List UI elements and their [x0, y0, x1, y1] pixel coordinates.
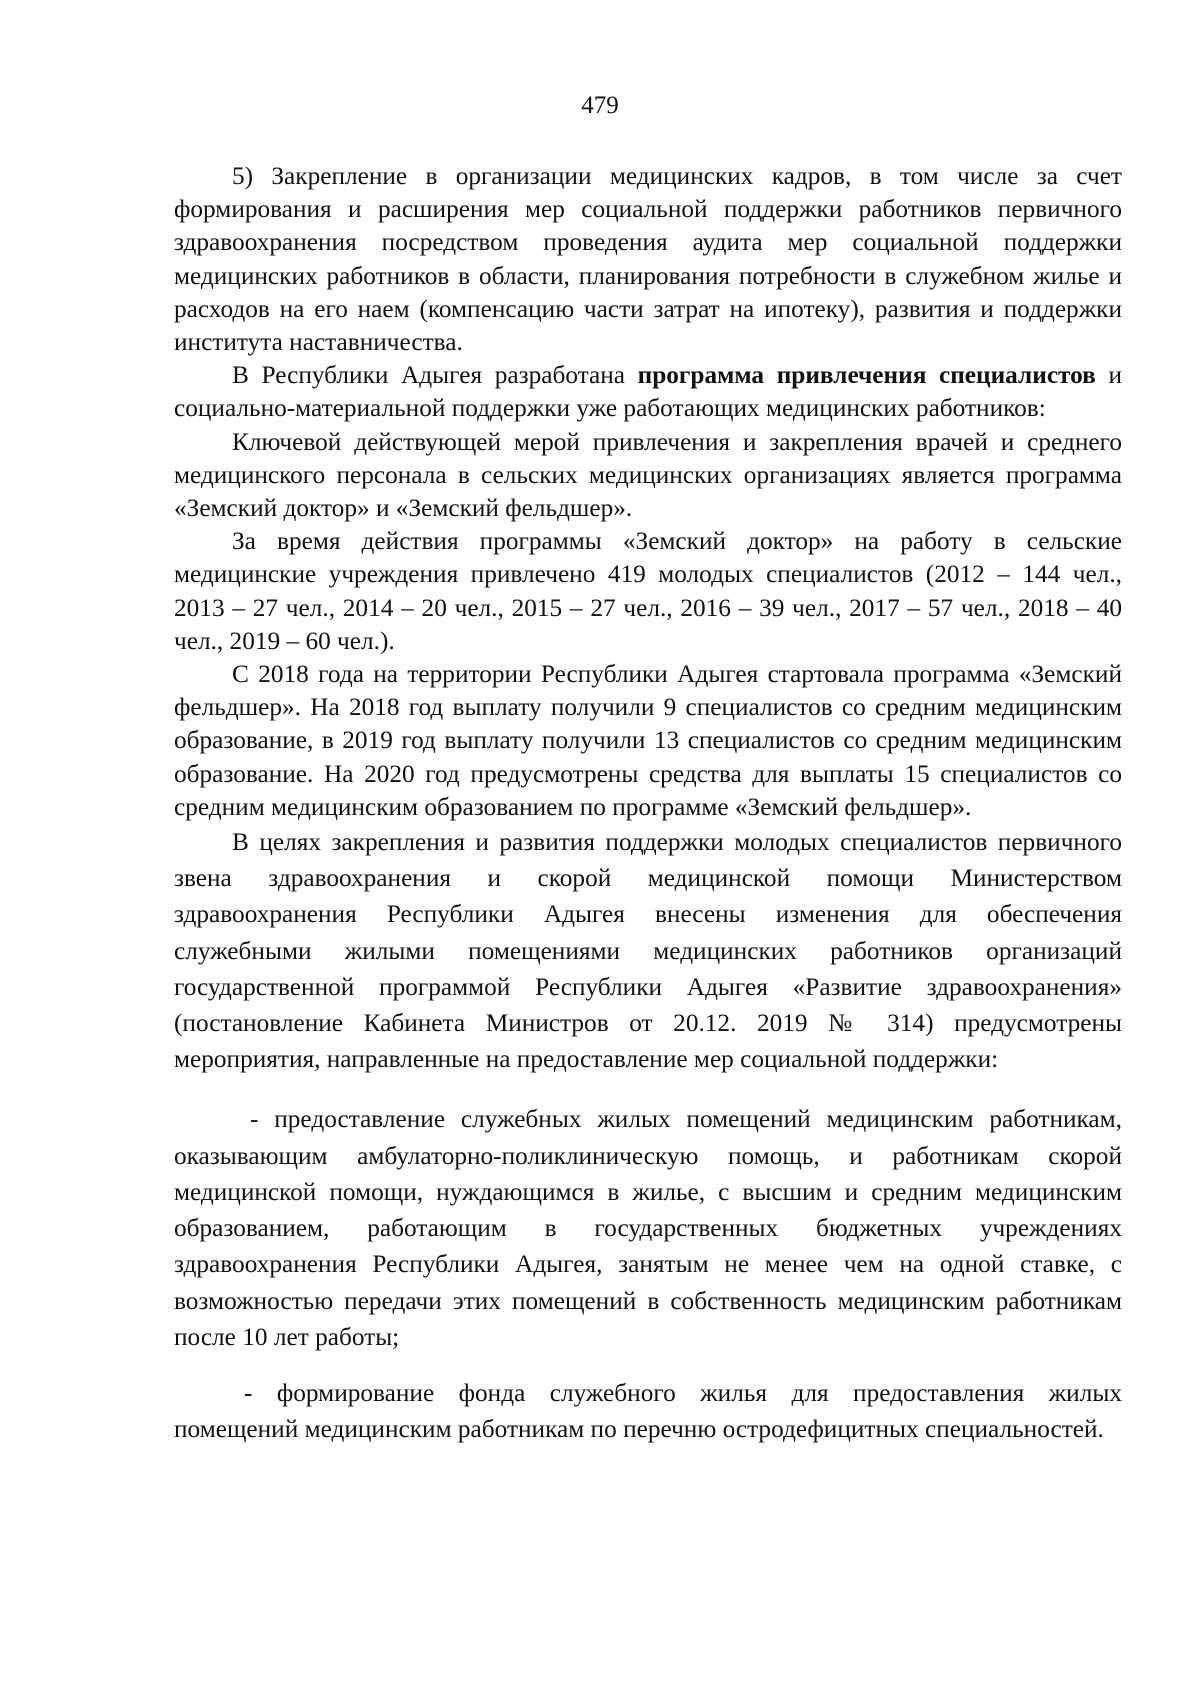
paragraph-attraction-program-lead: В Республики Адыгея разработана — [232, 361, 638, 390]
paragraph-staff-retention: 5) Закрепление в организации медицинских кадров, в том числе за счет формирования и расширения мер социальной поддержки работников первичного здравоохранения посредством проведения аудита мер социальной поддержки медицинских работников в области, планирования потребности в служебном жилье и расходов на его наем (компенсацию части затрат на ипотеку), развития и поддержки института наставничества. — [174, 162, 1122, 357]
paragraph-key-measure: Ключевой действующей мерой привлечения и закрепления врачей и среднего медицинского персонала в сельских медицинских организациях является программа «Земский доктор» и «Земский фельдшер». — [174, 427, 1122, 523]
paragraph-young-specialists-support: В целях закрепления и развития поддержки молодых специалистов первичного звена здравоохранения и скорой медицинской помощи Министерством здравоохранения Республики Адыгея внесены изменения для обеспечения служебными жилыми помещениями медицинских работников организаций государственной программой Республики Адыгея «Развитие здравоохранения» (постановление Кабинета Министров от 20.12. 2019 № 314) предусмотрены мероприятия, направленные на предоставление мер социальной поддержки: — [174, 828, 1122, 1074]
document-body — [174, 160, 1122, 1447]
paragraph-attraction-program-tail: и социально-материальной поддержки уже работающих медицинских работников: — [174, 361, 1122, 423]
attraction-program-emphasis: программа привлечения специалистов — [637, 361, 1096, 390]
paragraph-attraction-program — [174, 359, 1122, 425]
list-item-service-housing: - предоставление служебных жилых помещений медицинским работникам, оказывающим амбулаторно-поликлиническую помощь, и работникам скорой медицинской помощи, нуждающимся в жилье, с высшим и средним медицинским образованием, работающим в государственных бюджетных учреждениях здравоохранения Республики Адыгея, занятым не менее чем на одной ставке, с возможностью передачи этих помещений в собственность медицинским работникам после 10 лет работы; — [174, 1105, 1122, 1351]
page-number: 479 — [581, 92, 619, 119]
paragraph-zemsky-feldsher: С 2018 года на территории Республики Адыгея стартовала программа «Земский фельдшер». На 2018 год выплату получили 9 специалистов со средним медицинским образование, в 2019 год выплату получили 13 специалистов со средним медицинским образование. На 2020 год предусмотрены средства для выплаты 15 специалистов со средним медицинским образованием по программе «Земский фельдшер». — [174, 660, 1122, 821]
list-item-housing-fund: - формирование фонда служебного жилья для предоставления жилых помещений медицинским работникам по перечню остродефицитных специальностей. — [174, 1378, 1122, 1444]
paragraph-zemsky-doctor: За время действия программы «Земский доктор» на работу в сельские медицинские учреждения привлечено 419 молодых специалистов (2012 – 144 чел., 2013 – 27 чел., 2014 – 20 чел., 2015 – 27 чел., 2016 – 39 чел., 2017 – 57 чел., 2018 – 40 чел., 2019 – 60 чел.). — [174, 527, 1122, 655]
